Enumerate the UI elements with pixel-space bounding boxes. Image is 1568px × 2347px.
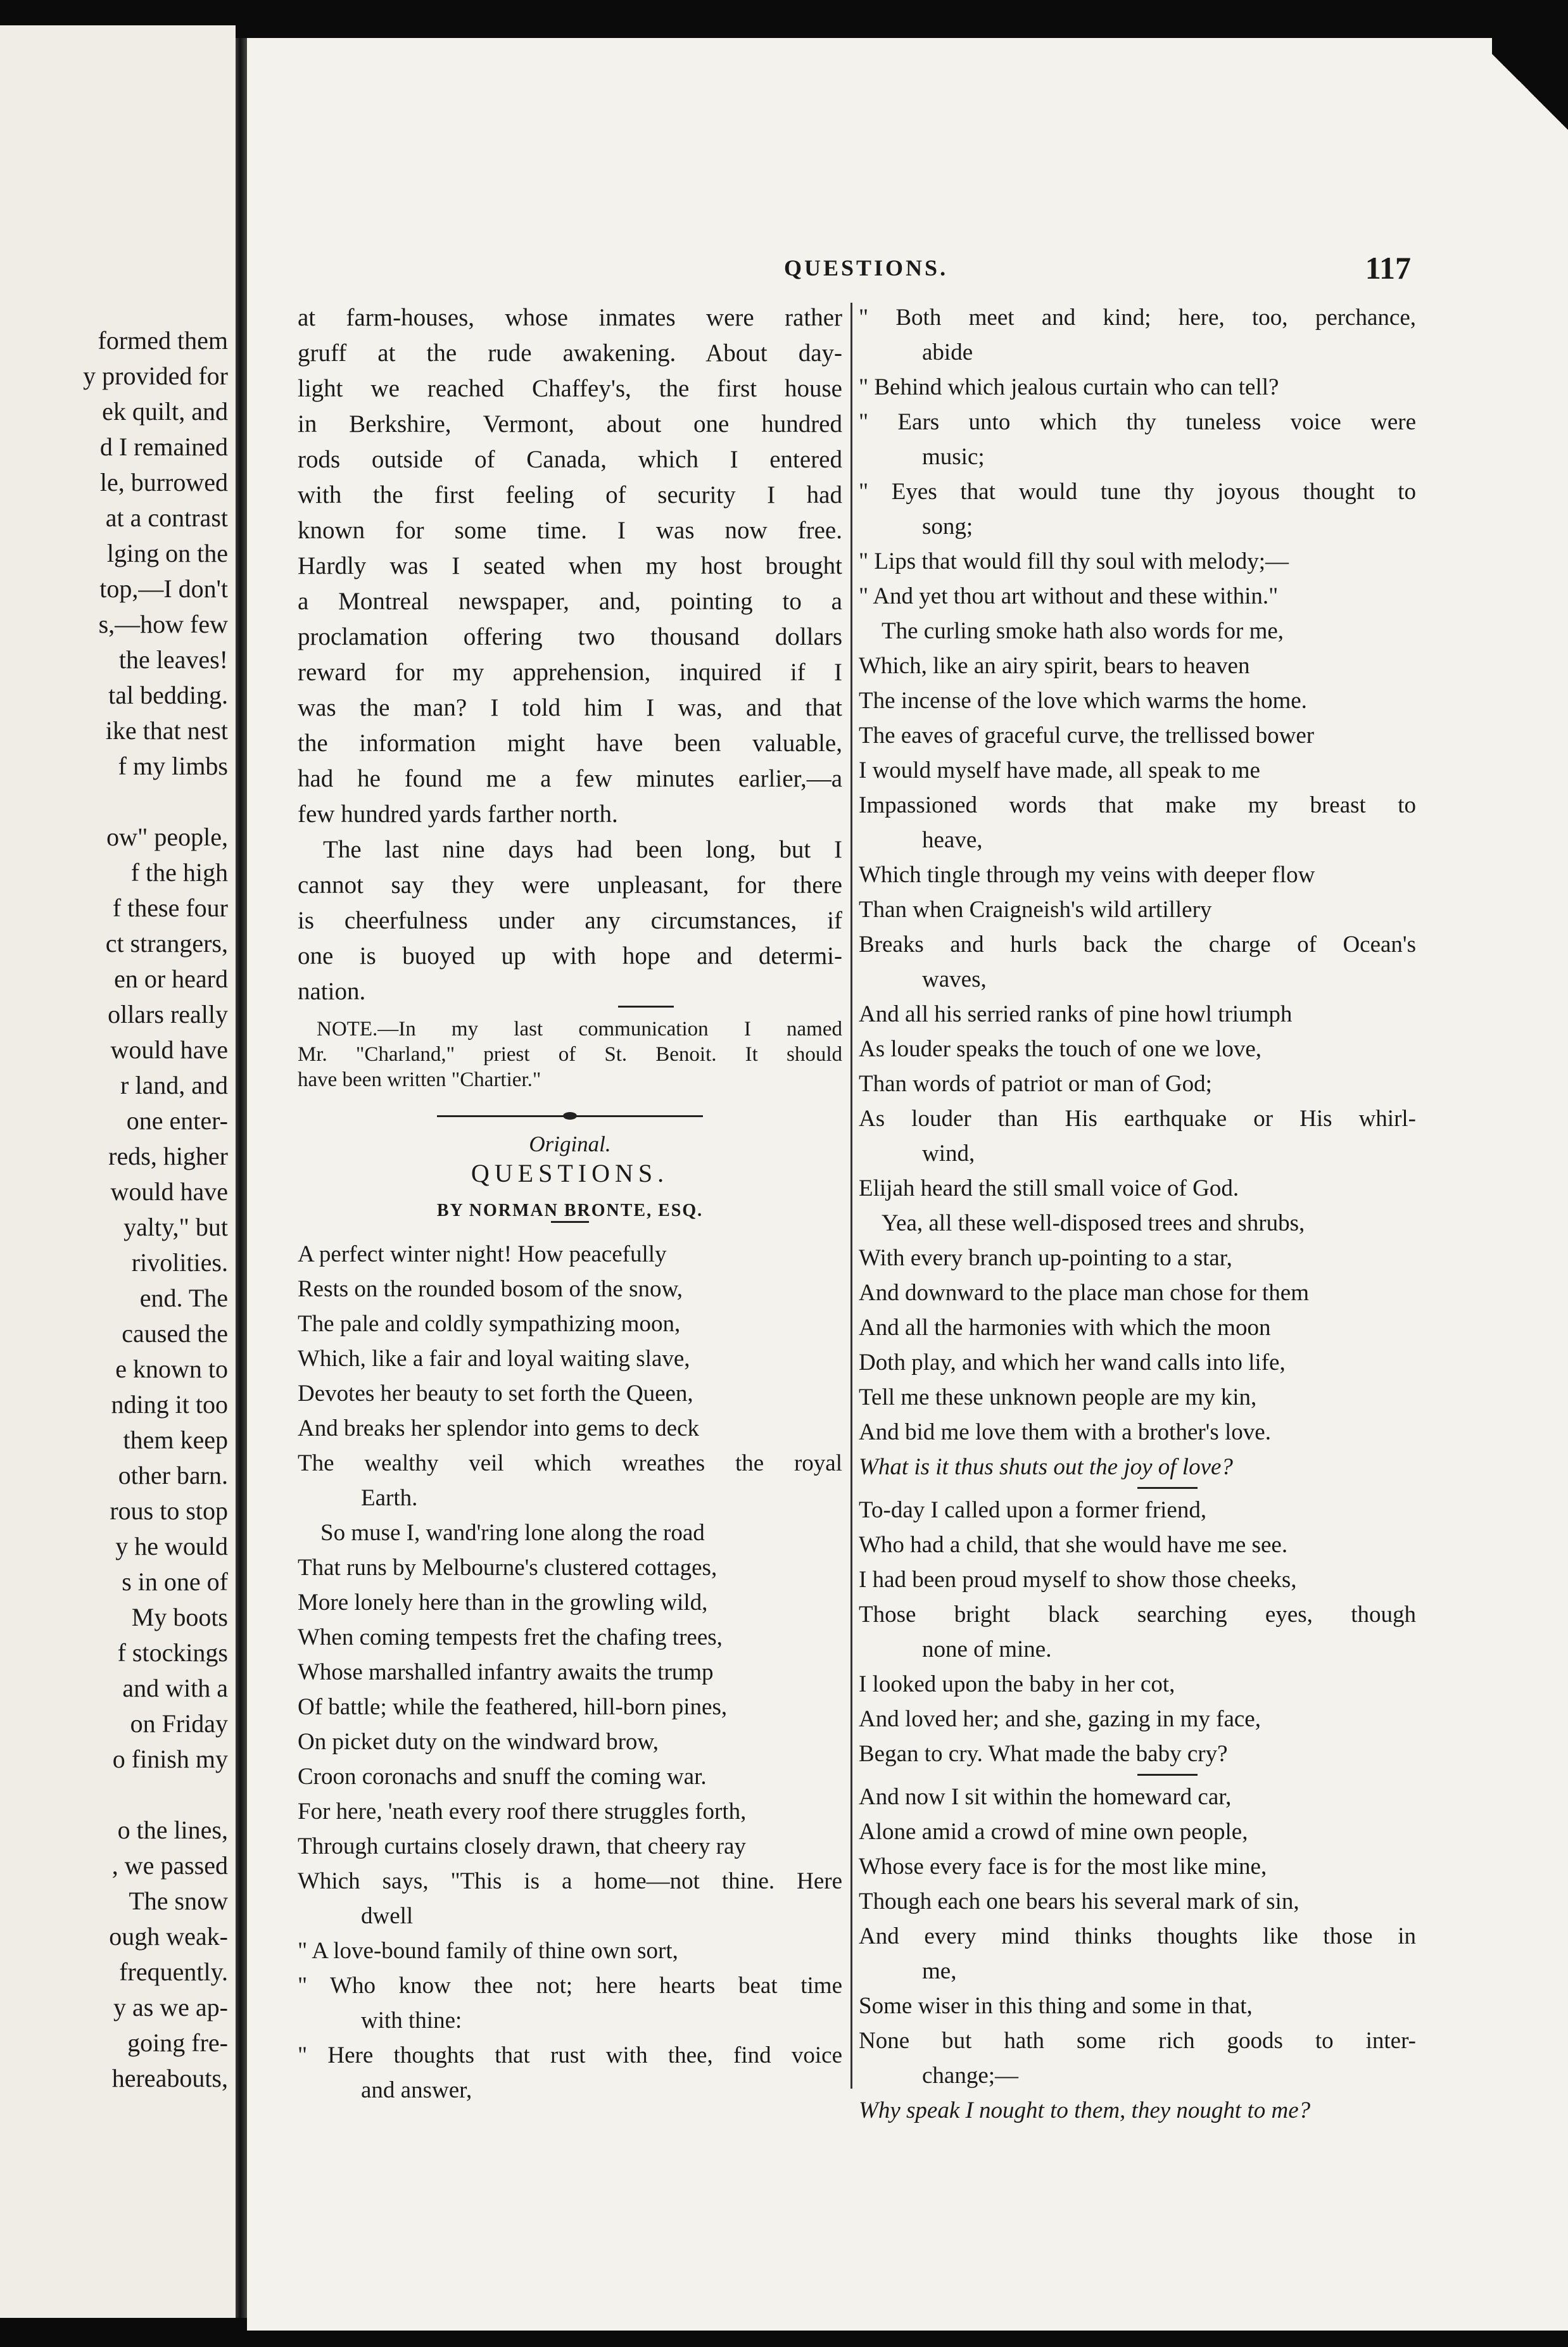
poem-line: Which says, "This is a home—not thine. Here <box>298 1868 842 1894</box>
facing-page-line: going fre- <box>127 2028 228 2057</box>
poem-line: Whose every face is for the most like mine, <box>859 1854 1267 1880</box>
article-line: nation. <box>298 978 366 1005</box>
facing-page-line: r land, and <box>120 1071 228 1099</box>
poem-line: And breaks her splendor into gems to deck <box>298 1415 699 1441</box>
facing-page-line: top,—I don't <box>99 574 228 603</box>
poem-line: Which, like a fair and loyal waiting slave, <box>298 1346 690 1372</box>
poem-line: I had been proud myself to show those cheeks, <box>859 1567 1297 1593</box>
facing-page-line: y as we ap- <box>113 1993 228 2021</box>
article-line: had he found me a few minutes earlier,—a <box>298 765 842 792</box>
facing-page-line: end. The <box>139 1284 228 1312</box>
poem-line: Who had a child, that she would have me see. <box>859 1532 1288 1558</box>
poem-line: Those bright black searching eyes, though <box>859 1602 1416 1628</box>
poem-line: Doth play, and which her wand calls into life, <box>859 1350 1286 1376</box>
right-column <box>859 300 1416 2123</box>
facing-page-line: , we passed <box>111 1851 228 1880</box>
poem-line: And loved her; and she, gazing in my face, <box>859 1706 1261 1732</box>
poem-line: Of battle; while the feathered, hill-born pines, <box>298 1694 728 1720</box>
facing-page-line: frequently. <box>119 1958 228 1986</box>
facing-page-line: at a contrast <box>105 503 228 532</box>
article-line: the information might have been valuable, <box>298 730 842 757</box>
page-header <box>784 250 1411 293</box>
article-line: at farm-houses, whose inmates were rather <box>298 304 842 331</box>
poem-line: with thine: <box>361 2008 462 2034</box>
poem-line: Some wiser in this thing and some in that, <box>859 1993 1253 2019</box>
facing-page-line: o finish my <box>112 1745 228 1773</box>
article-line: few hundred yards farther north. <box>298 800 618 828</box>
article-paragraph-1 <box>298 300 842 832</box>
article-line: Hardly was I seated when my host brought <box>298 552 842 579</box>
facing-page-line: e known to <box>115 1355 228 1383</box>
facing-page-line: nding it too <box>111 1390 228 1419</box>
poem-line: " Lips that would fill thy soul with melody;— <box>859 548 1289 574</box>
poem-line: abide <box>922 339 973 365</box>
facing-page-line: y he would <box>115 1532 228 1560</box>
facing-page-line: ek quilt, and <box>102 397 228 426</box>
facing-page-line: would have <box>110 1035 228 1064</box>
facing-page-line: en or heard <box>114 965 228 993</box>
facing-page-fragment <box>0 25 236 2318</box>
facing-page-line: formed them <box>98 326 228 355</box>
poem-line: heave, <box>922 827 983 853</box>
poem-line: Tell me these unknown people are my kin, <box>859 1384 1257 1410</box>
article-line: proclamation offering two thousand dollars <box>298 623 842 650</box>
article-line: one is buoyed up with hope and determi- <box>298 942 842 970</box>
poem-line: " Who know thee not; here hearts beat time <box>298 1973 842 1999</box>
article-line: with the first feeling of security I had <box>298 481 842 509</box>
poem-line: With every branch up-pointing to a star, <box>859 1245 1232 1271</box>
poem-right-column <box>859 300 1416 2128</box>
poem-line: And every mind thinks thoughts like those in <box>859 1923 1416 1949</box>
poem-line: Earth. <box>361 1485 418 1511</box>
article-line: in Berkshire, Vermont, about one hundred <box>298 410 842 438</box>
poem-line: That runs by Melbourne's clustered cottages, <box>298 1555 718 1581</box>
facing-page-line: would have <box>110 1177 228 1206</box>
poem-line: Whose marshalled infantry awaits the trump <box>298 1659 714 1685</box>
poem-line: Which, like an airy spirit, bears to heaven <box>859 653 1250 679</box>
poem-line: And now I sit within the homeward car, <box>859 1784 1232 1810</box>
facing-page-line: f the high <box>130 858 228 887</box>
book-gutter <box>236 38 247 2318</box>
poem-line: Elijah heard the still small voice of God. <box>859 1175 1239 1201</box>
facing-page-line: s,—how few <box>98 610 228 638</box>
facing-page-line: ct strangers, <box>105 929 228 958</box>
facing-page-line: y provided for <box>83 362 228 390</box>
poem-line: And bid me love them with a brother's love. <box>859 1419 1271 1445</box>
facing-page-line: d I remained <box>99 433 228 461</box>
poem-line: wind, <box>922 1141 975 1167</box>
poem-line: Yea, all these well-disposed trees and shrubs, <box>882 1210 1305 1236</box>
poem-line: dwell <box>361 1903 414 1929</box>
poem-line: none of mine. <box>922 1636 1052 1662</box>
article-line: cannot say they were unpleasant, for there <box>298 871 842 899</box>
facing-page-line: rous to stop <box>110 1496 228 1525</box>
poem-line: As louder than His earthquake or His whirl- <box>859 1106 1416 1132</box>
facing-page-line: yalty," but <box>123 1213 228 1241</box>
facing-page-line: rivolities. <box>131 1248 228 1277</box>
facing-page-line: f these four <box>112 894 228 922</box>
poem-line: So muse I, wand'ring lone along the road <box>320 1520 705 1546</box>
poem-kicker: Original. <box>529 1132 611 1156</box>
poem-line: And all his serried ranks of pine howl triumph <box>859 1001 1293 1027</box>
facing-page-line: ollars really <box>108 1000 228 1028</box>
facing-page-line: ike that nest <box>105 716 228 745</box>
poem-line: " And yet thou art without and these within." <box>859 583 1279 609</box>
note-line: NOTE.—In my last communication I named <box>317 1018 842 1041</box>
poem-line: More lonely here than in the growling wild, <box>298 1590 708 1616</box>
article-line: was the man? I told him I was, and that <box>298 694 842 721</box>
poem-line: What is it thus shuts out the joy of love? <box>859 1454 1233 1480</box>
poem-line: Than words of patriot or man of God; <box>859 1071 1212 1097</box>
poem-line: A perfect winter night! How peacefully <box>298 1241 667 1267</box>
editor-note <box>298 1016 842 1092</box>
poem-line: Began to cry. What made the baby cry? <box>859 1741 1228 1767</box>
poem-line: Which tingle through my veins with deeper flow <box>859 862 1315 888</box>
article-line: is cheerfulness under any circumstances, if <box>298 907 842 934</box>
facing-page-line: o the lines, <box>117 1816 228 1844</box>
facing-page-line <box>0 784 228 819</box>
poem-line: " Behind which jealous curtain who can tell? <box>859 374 1279 400</box>
poem-byline: BY NORMAN BRONTE, ESQ. <box>436 1201 704 1220</box>
facing-page-line: them keep <box>123 1426 228 1454</box>
poem-line: and answer, <box>361 2077 472 2103</box>
article-line: a Montreal newspaper, and, pointing to a <box>298 588 842 615</box>
note-line: Mr. "Charland," priest of St. Benoit. It should <box>298 1043 842 1066</box>
poem-line: Though each one bears his several mark of sin, <box>859 1888 1299 1914</box>
article-line: rods outside of Canada, which I entered <box>298 446 842 473</box>
poem-line: waves, <box>922 966 987 992</box>
poem-line: I would myself have made, all speak to me <box>859 757 1260 783</box>
facing-page-line: other barn. <box>118 1461 228 1490</box>
facing-page-line: reds, higher <box>108 1142 228 1170</box>
facing-page-line: and with a <box>122 1674 228 1702</box>
poem-line: " Eyes that would tune thy joyous thought to <box>859 479 1416 505</box>
facing-page-line: hereabouts, <box>111 2064 228 2092</box>
article-line: gruff at the rude awakening. About day- <box>298 339 842 367</box>
poem-title: QUESTIONS. <box>471 1159 669 1187</box>
facing-page-line: caused the <box>122 1319 228 1348</box>
poem-line: The curling smoke hath also words for me, <box>882 618 1284 644</box>
short-rule <box>618 1006 674 1008</box>
facing-page-line: The snow <box>129 1887 228 1915</box>
stanza-rule <box>1137 1774 1198 1776</box>
poem-line: song; <box>922 514 973 540</box>
poem-line: Devotes her beauty to set forth the Queen, <box>298 1381 693 1407</box>
poem-line: Impassioned words that make my breast to <box>859 792 1416 818</box>
poem-line: Than when Craigneish's wild artillery <box>859 897 1212 923</box>
running-head: QUESTIONS. <box>784 255 949 281</box>
facing-page-line: the leaves! <box>118 645 228 674</box>
poem-left-column <box>298 1237 842 2108</box>
poem-line: Through curtains closely drawn, that cheery ray <box>298 1833 746 1859</box>
article-line: known for some time. I was now free. <box>298 517 842 544</box>
poem-line: To-day I called upon a former friend, <box>859 1497 1207 1523</box>
facing-page-line: on Friday <box>130 1709 228 1738</box>
poem-line: The eaves of graceful curve, the trellissed bower <box>859 723 1315 749</box>
facing-page-line: ough weak- <box>109 1922 228 1951</box>
poem-line: music; <box>922 444 985 470</box>
poem-line: Rests on the rounded bosom of the snow, <box>298 1276 683 1302</box>
poem-line: And all the harmonies with which the moon <box>859 1315 1271 1341</box>
poem-line: As louder speaks the touch of one we love, <box>859 1036 1262 1062</box>
article-line: The last nine days had been long, but I <box>323 836 842 863</box>
facing-page-line: le, burrowed <box>99 468 228 497</box>
article-line: light we reached Chaffey's, the first house <box>298 375 842 402</box>
page-corner <box>1492 38 1568 146</box>
poem-line: Why speak I nought to them, they nought to me? <box>859 2097 1311 2123</box>
poem-line: " Both meet and kind; here, too, perchance, <box>859 305 1416 331</box>
stanza-rule <box>1137 1487 1198 1489</box>
facing-page-line <box>0 1777 228 1812</box>
left-column <box>298 300 842 2103</box>
poem-line: me, <box>922 1958 957 1984</box>
column-rule <box>850 303 852 2089</box>
poem-line: When coming tempests fret the chafing trees, <box>298 1624 723 1650</box>
facing-page-line: My boots <box>131 1603 228 1631</box>
note-line: have been written "Chartier." <box>298 1068 541 1091</box>
poem-line: " A love-bound family of thine own sort, <box>298 1938 678 1964</box>
section-separator <box>437 1115 703 1117</box>
poem-line: " Ears unto which thy tuneless voice were <box>859 409 1416 435</box>
article-line: reward for my apprehension, inquired if I <box>298 659 842 686</box>
poem-line: " Here thoughts that rust with thee, find voice <box>298 2042 842 2068</box>
page-number: 117 <box>1365 250 1411 286</box>
facing-page-line: one enter- <box>126 1106 228 1135</box>
poem-line: None but hath some rich goods to inter- <box>859 2028 1416 2054</box>
facing-page-line: f my limbs <box>118 752 228 780</box>
poem-line: And downward to the place man chose for them <box>859 1280 1310 1306</box>
poem-line: change;— <box>922 2063 1019 2089</box>
facing-page-line: lging on the <box>106 539 228 567</box>
poem-line: Breaks and hurls back the charge of Ocean's <box>859 932 1416 958</box>
poem-line: The pale and coldly sympathizing moon, <box>298 1311 681 1337</box>
facing-page-line: s in one of <box>122 1567 228 1596</box>
facing-page-text <box>0 323 228 2096</box>
poem-line: The wealthy veil which wreathes the royal <box>298 1450 842 1476</box>
poem-line: The incense of the love which warms the home. <box>859 688 1307 714</box>
poem-line: I looked upon the baby in her cot, <box>859 1671 1175 1697</box>
poem-line: For here, 'neath every roof there struggles forth, <box>298 1799 747 1825</box>
poem-line: Croon coronachs and snuff the coming war. <box>298 1764 707 1790</box>
poem-line: On picket duty on the windward brow, <box>298 1729 659 1755</box>
article-paragraph-2 <box>298 832 842 1009</box>
facing-page-line: f stockings <box>117 1638 228 1667</box>
poem-line: Alone amid a crowd of mine own people, <box>859 1819 1248 1845</box>
facing-page-line: ow" people, <box>106 823 228 851</box>
facing-page-line: tal bedding. <box>108 681 228 709</box>
